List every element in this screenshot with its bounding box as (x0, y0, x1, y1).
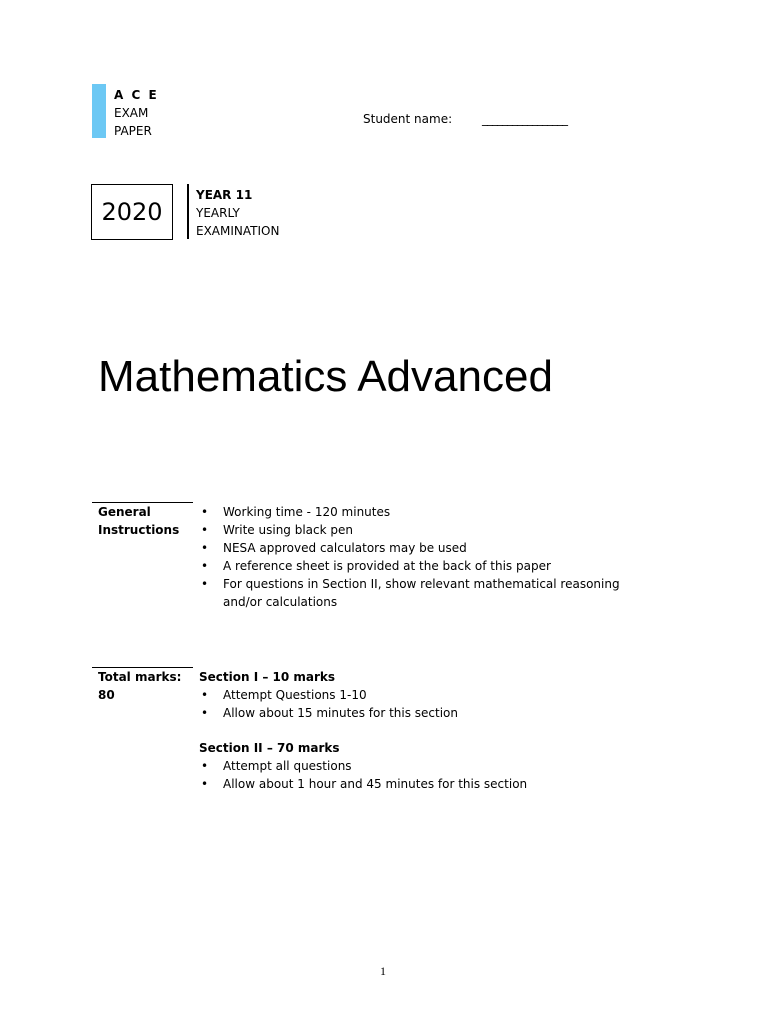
subject-title: Mathematics Advanced (98, 352, 553, 401)
exam-level: YEAR 11 (196, 188, 253, 202)
list-item: • Attempt all questions (199, 757, 659, 775)
brand-accent-bar (92, 84, 106, 138)
section-1-list (199, 686, 659, 722)
page-number: 1 (380, 964, 386, 978)
exam-type-line-2: EXAMINATION (196, 224, 280, 238)
list-item: • Write using black pen (199, 521, 659, 539)
brand-line-3: PAPER (114, 124, 152, 138)
list-item: • For questions in Section II, show relevant mathematical reasoning and/or calculations (199, 575, 659, 611)
exam-type-line-1: YEARLY (196, 206, 240, 220)
student-name-blank: _________________ (482, 112, 567, 126)
general-instructions-list (199, 503, 659, 611)
student-name-label: Student name: (363, 112, 453, 126)
exam-year-box (91, 184, 173, 240)
general-label (98, 503, 179, 539)
list-item: • A reference sheet is provided at the back of this paper (199, 557, 659, 575)
general-label-line-2: Instructions (98, 523, 180, 537)
general-label-line-1: General (98, 505, 151, 519)
total-marks-value: 80 (98, 688, 115, 702)
total-marks-label (98, 668, 181, 704)
list-item: • Allow about 15 minutes for this section (199, 704, 659, 722)
section-2-heading: Section II – 70 marks (199, 741, 340, 755)
brand-line-2: EXAM (114, 106, 149, 120)
exam-description (196, 186, 279, 240)
list-item: • Allow about 1 hour and 45 minutes for this section (199, 775, 659, 793)
section-1-heading: Section I – 10 marks (199, 670, 336, 684)
list-item: • NESA approved calculators may be used (199, 539, 659, 557)
list-item: • Working time - 120 minutes (199, 503, 659, 521)
year-divider (187, 184, 189, 239)
section-2-list (199, 757, 659, 793)
brand-line-1: A C E (114, 88, 159, 102)
brand-block (114, 86, 159, 140)
total-marks-label-line-1: Total marks: (98, 670, 182, 684)
exam-year: 2020 (101, 198, 163, 226)
list-item: • Attempt Questions 1-10 (199, 686, 659, 704)
